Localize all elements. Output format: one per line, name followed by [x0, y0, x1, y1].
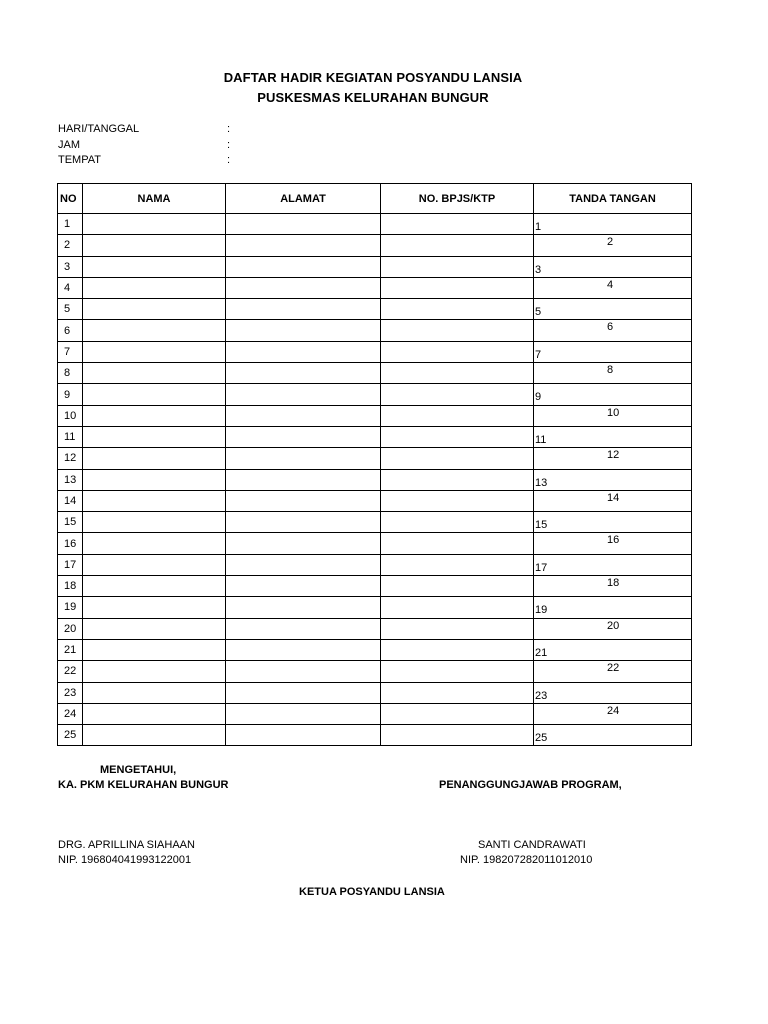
- table-header-row: [58, 184, 692, 214]
- tanda-tangan-cell[interactable]: [534, 256, 692, 277]
- nama-cell[interactable]: [83, 490, 226, 511]
- nama-cell[interactable]: [83, 448, 226, 469]
- bpjs-ktp-cell[interactable]: [381, 448, 534, 469]
- alamat-cell[interactable]: [226, 703, 381, 724]
- table-row: [58, 682, 692, 703]
- bpjs-ktp-cell[interactable]: [381, 320, 534, 341]
- row-number: 2: [58, 235, 83, 256]
- nama-cell[interactable]: [83, 405, 226, 426]
- alamat-cell[interactable]: [226, 299, 381, 320]
- signature-number: 8: [607, 364, 614, 377]
- alamat-cell[interactable]: [226, 682, 381, 703]
- table-row: [58, 448, 692, 469]
- table-row: [58, 576, 692, 597]
- signature-number: 6: [607, 321, 614, 334]
- tanda-tangan-cell[interactable]: [534, 214, 692, 235]
- table-row: [58, 405, 692, 426]
- table-row: [58, 469, 692, 490]
- row-number: 13: [58, 469, 83, 490]
- nama-cell[interactable]: [83, 618, 226, 639]
- table-row: [58, 277, 692, 298]
- nama-cell[interactable]: [83, 277, 226, 298]
- alamat-cell[interactable]: [226, 235, 381, 256]
- row-number: 22: [58, 661, 83, 682]
- info-jam: [58, 139, 230, 151]
- table-row: [58, 661, 692, 682]
- info-label: JAM: [58, 139, 80, 151]
- table-row: [58, 363, 692, 384]
- alamat-cell[interactable]: [226, 554, 381, 575]
- bpjs-ktp-cell[interactable]: [381, 405, 534, 426]
- table-row: [58, 384, 692, 405]
- row-number: 5: [58, 299, 83, 320]
- nama-cell[interactable]: [83, 341, 226, 362]
- row-number: 18: [58, 576, 83, 597]
- row-number: 10: [58, 405, 83, 426]
- signature-number: 14: [607, 491, 620, 504]
- bpjs-ktp-cell[interactable]: [381, 661, 534, 682]
- tanda-tangan-cell[interactable]: [534, 490, 692, 511]
- info-colon: :: [227, 139, 231, 151]
- bpjs-ktp-cell[interactable]: [381, 214, 534, 235]
- row-number: 14: [58, 490, 83, 511]
- nama-cell[interactable]: [83, 384, 226, 405]
- alamat-cell[interactable]: [226, 320, 381, 341]
- table-row: [58, 256, 692, 277]
- alamat-cell[interactable]: [226, 448, 381, 469]
- alamat-cell[interactable]: [226, 512, 381, 533]
- mengetahui-label: MENGETAHUI,: [100, 764, 177, 776]
- alamat-cell[interactable]: [226, 597, 381, 618]
- signature-number: 18: [607, 577, 620, 590]
- bpjs-ktp-cell[interactable]: [381, 384, 534, 405]
- row-number: 19: [58, 597, 83, 618]
- nama-cell[interactable]: [83, 426, 226, 447]
- table-row: [58, 618, 692, 639]
- header-alamat: ALAMAT: [226, 184, 381, 214]
- row-number: 16: [58, 533, 83, 554]
- signature-number: 4: [607, 278, 614, 291]
- tanda-tangan-cell[interactable]: [534, 725, 692, 746]
- table-row: [58, 426, 692, 447]
- nama-cell[interactable]: [83, 363, 226, 384]
- ketua-label: KETUA POSYANDU LANSIA: [299, 886, 445, 898]
- signature-number: 5: [535, 306, 542, 319]
- signature-number: 16: [607, 534, 620, 547]
- alamat-cell[interactable]: [226, 639, 381, 660]
- signature-number: 24: [607, 704, 620, 717]
- bpjs-ktp-cell[interactable]: [381, 299, 534, 320]
- info-label: TEMPAT: [58, 154, 101, 166]
- tanda-tangan-cell[interactable]: [534, 235, 692, 256]
- table-row: [58, 490, 692, 511]
- nama-cell[interactable]: [83, 214, 226, 235]
- signature-number: 21: [535, 646, 548, 659]
- nama-cell[interactable]: [83, 682, 226, 703]
- signature-number: 25: [535, 732, 548, 745]
- bpjs-ktp-cell[interactable]: [381, 533, 534, 554]
- signature-number: 3: [535, 263, 542, 276]
- info-colon: :: [227, 154, 231, 166]
- tanda-tangan-cell[interactable]: [534, 341, 692, 362]
- tanda-tangan-cell[interactable]: [534, 299, 692, 320]
- row-number: 23: [58, 682, 83, 703]
- bpjs-ktp-cell[interactable]: [381, 703, 534, 724]
- tanda-tangan-cell[interactable]: [534, 703, 692, 724]
- alamat-cell[interactable]: [226, 576, 381, 597]
- attendance-table: [57, 183, 692, 746]
- signature-number: 7: [535, 348, 542, 361]
- signature-number: 10: [607, 406, 620, 419]
- alamat-cell[interactable]: [226, 214, 381, 235]
- bpjs-ktp-cell[interactable]: [381, 235, 534, 256]
- table-row: [58, 639, 692, 660]
- row-number: 1: [58, 214, 83, 235]
- row-number: 15: [58, 512, 83, 533]
- info-colon: :: [227, 123, 231, 135]
- tanda-tangan-cell[interactable]: [534, 405, 692, 426]
- bpjs-ktp-cell[interactable]: [381, 469, 534, 490]
- nama-cell[interactable]: [83, 512, 226, 533]
- table-row: [58, 320, 692, 341]
- alamat-cell[interactable]: [226, 618, 381, 639]
- bpjs-ktp-cell[interactable]: [381, 363, 534, 384]
- table-row: [58, 512, 692, 533]
- tanda-tangan-cell[interactable]: [534, 448, 692, 469]
- alamat-cell[interactable]: [226, 490, 381, 511]
- bpjs-ktp-cell[interactable]: [381, 576, 534, 597]
- alamat-cell[interactable]: [226, 426, 381, 447]
- row-number: 4: [58, 277, 83, 298]
- nama-cell[interactable]: [83, 725, 226, 746]
- table-row: [58, 597, 692, 618]
- tanda-tangan-cell[interactable]: [534, 277, 692, 298]
- alamat-cell[interactable]: [226, 661, 381, 682]
- pj-nip: NIP. 198207282011012010: [460, 854, 593, 866]
- nama-cell[interactable]: [83, 639, 226, 660]
- bpjs-ktp-cell[interactable]: [381, 341, 534, 362]
- row-number: 21: [58, 639, 83, 660]
- signature-number: 2: [607, 236, 614, 249]
- nama-cell[interactable]: [83, 554, 226, 575]
- alamat-cell[interactable]: [226, 725, 381, 746]
- signature-number: 11: [535, 433, 547, 446]
- nama-cell[interactable]: [83, 235, 226, 256]
- row-number: 12: [58, 448, 83, 469]
- bpjs-ktp-cell[interactable]: [381, 512, 534, 533]
- bpjs-ktp-cell[interactable]: [381, 639, 534, 660]
- row-number: 9: [58, 384, 83, 405]
- row-number: 17: [58, 554, 83, 575]
- table-row: [58, 235, 692, 256]
- signature-number: 20: [607, 619, 620, 632]
- table-row: [58, 214, 692, 235]
- alamat-cell[interactable]: [226, 277, 381, 298]
- nama-cell[interactable]: [83, 320, 226, 341]
- header-tanda-tangan: TANDA TANGAN: [534, 184, 692, 214]
- table-row: [58, 299, 692, 320]
- tanda-tangan-cell[interactable]: [534, 384, 692, 405]
- bpjs-ktp-cell[interactable]: [381, 554, 534, 575]
- tanda-tangan-cell[interactable]: [534, 576, 692, 597]
- row-number: 8: [58, 363, 83, 384]
- nama-cell[interactable]: [83, 597, 226, 618]
- tanda-tangan-cell[interactable]: [534, 554, 692, 575]
- nama-cell[interactable]: [83, 469, 226, 490]
- bpjs-ktp-cell[interactable]: [381, 256, 534, 277]
- tanda-tangan-cell[interactable]: [534, 363, 692, 384]
- nama-cell[interactable]: [83, 576, 226, 597]
- table-row: [58, 341, 692, 362]
- tanda-tangan-cell[interactable]: [534, 682, 692, 703]
- bpjs-ktp-cell[interactable]: [381, 725, 534, 746]
- document-subtitle: PUSKESMAS KELURAHAN BUNGUR: [257, 90, 489, 105]
- nama-cell[interactable]: [83, 299, 226, 320]
- alamat-cell[interactable]: [226, 256, 381, 277]
- row-number: 20: [58, 618, 83, 639]
- signature-number: 13: [535, 476, 548, 489]
- signature-number: 9: [535, 391, 542, 404]
- alamat-cell[interactable]: [226, 405, 381, 426]
- tanda-tangan-cell[interactable]: [534, 533, 692, 554]
- signature-number: 19: [535, 604, 548, 617]
- pj-name: SANTI CANDRAWATI: [478, 839, 586, 851]
- bpjs-ktp-cell[interactable]: [381, 426, 534, 447]
- row-number: 6: [58, 320, 83, 341]
- row-number: 25: [58, 725, 83, 746]
- doctor-name: DRG. APRILLINA SIAHAAN: [58, 839, 195, 851]
- nama-cell[interactable]: [83, 533, 226, 554]
- row-number: 24: [58, 703, 83, 724]
- signature-number: 17: [535, 561, 548, 574]
- table-row: [58, 703, 692, 724]
- alamat-cell[interactable]: [226, 363, 381, 384]
- table-row: [58, 533, 692, 554]
- row-number: 11: [58, 426, 83, 447]
- tanda-tangan-cell[interactable]: [534, 639, 692, 660]
- table-row: [58, 725, 692, 746]
- tanda-tangan-cell[interactable]: [534, 661, 692, 682]
- tanda-tangan-cell[interactable]: [534, 512, 692, 533]
- info-hari-tanggal: [58, 123, 230, 135]
- header-nama: NAMA: [83, 184, 226, 214]
- bpjs-ktp-cell[interactable]: [381, 277, 534, 298]
- alamat-cell[interactable]: [226, 469, 381, 490]
- alamat-cell[interactable]: [226, 384, 381, 405]
- tanda-tangan-cell[interactable]: [534, 618, 692, 639]
- nama-cell[interactable]: [83, 661, 226, 682]
- table-row: [58, 554, 692, 575]
- ka-pkm-label: KA. PKM KELURAHAN BUNGUR: [58, 779, 229, 791]
- tanda-tangan-cell[interactable]: [534, 597, 692, 618]
- signature-number: 22: [607, 662, 620, 675]
- nama-cell[interactable]: [83, 256, 226, 277]
- tanda-tangan-cell[interactable]: [534, 320, 692, 341]
- bpjs-ktp-cell[interactable]: [381, 597, 534, 618]
- alamat-cell[interactable]: [226, 533, 381, 554]
- signature-number: 1: [535, 221, 542, 233]
- nama-cell[interactable]: [83, 703, 226, 724]
- info-label: HARI/TANGGAL: [58, 123, 140, 135]
- document-title: DAFTAR HADIR KEGIATAN POSYANDU LANSIA: [223, 70, 523, 85]
- bpjs-ktp-cell[interactable]: [381, 682, 534, 703]
- bpjs-ktp-cell[interactable]: [381, 618, 534, 639]
- penanggungjawab-label: PENANGGUNGJAWAB PROGRAM,: [439, 779, 622, 791]
- signature-number: 12: [607, 449, 620, 462]
- tanda-tangan-cell[interactable]: [534, 469, 692, 490]
- signature-number: 23: [535, 689, 548, 702]
- header-bpjs-ktp: NO. BPJS/KTP: [381, 184, 534, 214]
- alamat-cell[interactable]: [226, 341, 381, 362]
- info-tempat: [58, 154, 230, 166]
- header-no: NO: [58, 184, 83, 214]
- row-number: 3: [58, 256, 83, 277]
- signature-number: 15: [535, 519, 548, 532]
- doctor-nip: NIP. 196804041993122001: [58, 854, 192, 866]
- tanda-tangan-cell[interactable]: [534, 426, 692, 447]
- row-number: 7: [58, 341, 83, 362]
- bpjs-ktp-cell[interactable]: [381, 490, 534, 511]
